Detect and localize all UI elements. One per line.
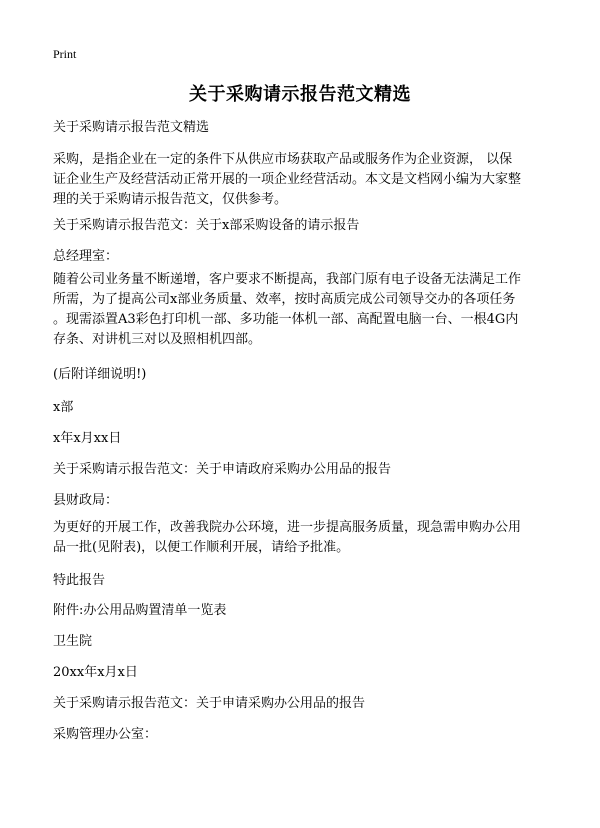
body-line: 所需，为了提高公司x部业务质量、效率，按时高质完成公司领导交办的各项任务 bbox=[53, 292, 516, 307]
intro-line: 采购，是指企业在一定的条件下从供应市场获取产品或服务作为企业资源， 以保 bbox=[53, 152, 513, 167]
intro-line: 证企业生产及经营活动正常开展的一项企业经营活动。本文是文档网小编为大家整 bbox=[53, 172, 522, 187]
body-line: 随着公司业务量不断递增，客户要求不断提高，我部门原有电子设备无法满足工作 bbox=[53, 272, 522, 287]
intro-paragraph bbox=[53, 150, 548, 210]
section2-heading: 关于采购请示报告范文：关于申请政府采购办公用品的报告 bbox=[53, 462, 392, 477]
body-line: 品一批(见附表)，以便工作顺利开展，请给予批准。 bbox=[53, 540, 350, 555]
section1-body bbox=[53, 270, 548, 350]
section1-note: (后附详细说明!) bbox=[53, 367, 147, 382]
section1-signer: x部 bbox=[53, 400, 74, 415]
body-line: 为更好的开展工作，改善我院办公环境，进一步提高服务质量，现急需申购办公用 bbox=[53, 520, 522, 535]
print-label[interactable]: Print bbox=[53, 47, 77, 61]
section1-date: x年x月xx日 bbox=[53, 431, 122, 446]
section3-salutation: 采购管理办公室： bbox=[53, 727, 158, 742]
intro-line: 理的关于采购请示报告范文，仅供参考。 bbox=[53, 192, 288, 207]
section2-date: 20xx年x月x日 bbox=[53, 665, 138, 680]
section1-heading: 关于采购请示报告范文：关于x部采购设备的请示报告 bbox=[53, 218, 360, 233]
section2-body bbox=[53, 518, 548, 558]
section3-heading: 关于采购请示报告范文：关于申请采购办公用品的报告 bbox=[53, 696, 366, 711]
section2-attachment: 附件:办公用品购置清单一览表 bbox=[53, 603, 227, 618]
body-line: 。现需添置A3彩色打印机一部、多功能一体机一部、高配置电脑一台、一根4G内 bbox=[53, 312, 519, 327]
section2-signer: 卫生院 bbox=[53, 634, 93, 649]
section1-salutation: 总经理室： bbox=[53, 249, 119, 264]
section2-closing: 特此报告 bbox=[53, 573, 106, 588]
section2-salutation: 县财政局： bbox=[53, 493, 119, 508]
body-line: 存条、对讲机三对以及照相机四部。 bbox=[53, 332, 262, 347]
document-subtitle: 关于采购请示报告范文精选 bbox=[53, 120, 210, 135]
document-title: 关于采购请示报告范文精选 bbox=[189, 84, 411, 105]
